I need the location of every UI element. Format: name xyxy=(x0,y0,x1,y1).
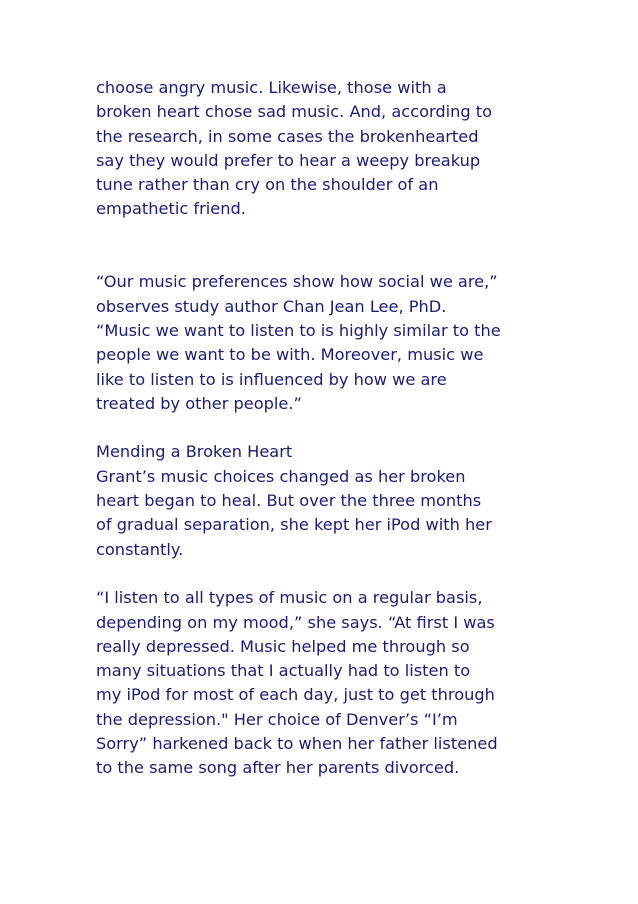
section-heading: Mending a Broken Heart xyxy=(96,442,293,462)
text-line: my iPod for most of each day, just to get through xyxy=(96,685,495,705)
text-line: “Music we want to listen to is highly similar to the xyxy=(96,320,501,340)
text-line: tune rather than cry on the shoulder of an xyxy=(96,175,439,195)
paragraph-spacer xyxy=(96,562,556,586)
text-line: Grant’s music choices changed as her broken xyxy=(96,466,466,486)
text-line: many situations that I actually had to listen to xyxy=(96,661,471,681)
text-line: Sorry” harkened back to when her father listened xyxy=(96,734,498,754)
text-line: depending on my mood,” she says. “At first I was xyxy=(96,612,495,632)
paragraph-4 xyxy=(96,586,556,780)
text-line: say they would prefer to hear a weepy breakup xyxy=(96,150,481,170)
paragraph-spacer xyxy=(96,246,556,270)
text-line: treated by other people.” xyxy=(96,393,302,413)
text-line: observes study author Chan Jean Lee, PhD. xyxy=(96,296,447,316)
text-line: “Our music preferences show how social we are,” xyxy=(96,272,498,292)
paragraph-1 xyxy=(96,76,556,222)
text-line: heart began to heal. But over the three months xyxy=(96,491,482,511)
text-line: the research, in some cases the brokenhearted xyxy=(96,126,479,146)
text-line: the depression." Her choice of Denver’s “I’m xyxy=(96,709,458,729)
paragraph-3 xyxy=(96,440,556,561)
text-line: like to listen to is influenced by how we are xyxy=(96,369,447,389)
paragraph-2 xyxy=(96,270,556,416)
text-line: of gradual separation, she kept her iPod with her xyxy=(96,515,492,535)
paragraph-spacer xyxy=(96,416,556,440)
text-line: broken heart chose sad music. And, according to xyxy=(96,102,493,122)
text-line: empathetic friend. xyxy=(96,199,246,219)
text-line: really depressed. Music helped me through so xyxy=(96,636,470,656)
text-line: people we want to be with. Moreover, music we xyxy=(96,345,484,365)
text-line: choose angry music. Likewise, those with a xyxy=(96,78,447,97)
document-body xyxy=(96,76,556,781)
text-line: to the same song after her parents divorced. xyxy=(96,758,460,778)
paragraph-spacer xyxy=(96,222,556,246)
text-line: “I listen to all types of music on a regular basis, xyxy=(96,588,483,608)
text-line: constantly. xyxy=(96,539,184,559)
